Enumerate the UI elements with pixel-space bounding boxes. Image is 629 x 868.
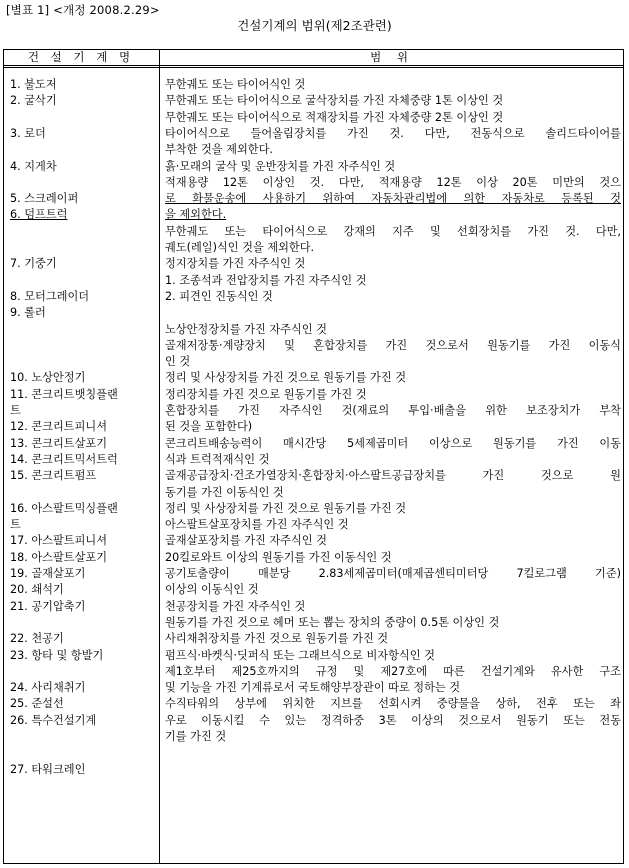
scope-line: 2. 피견인 진동식인 것 [165, 289, 273, 303]
table-note: [별표 1] <개정 2008.2.29> [6, 3, 160, 17]
scope-line: 동기를 가진 이동식인 것 [165, 485, 284, 499]
scope-line: 이상의 이동식인 것 [165, 583, 259, 597]
machine-name-line: 26. 특수건설기계 [10, 713, 97, 727]
scope-line: 공기토출량이 매분당 2.83세제곱미터(매제곱센티미터당 7킬로그램 기준) [165, 567, 621, 580]
scope-line: 20킬로와트 이상의 원동기를 가진 이동식인 것 [165, 550, 392, 564]
scope-line: 타이어식으로 들어올림장치를 가진 것. 다만, 전동식으로 솔리드타이어를 [165, 126, 621, 140]
scope-line: 펌프식·바켓식·딧퍼식 또는 그래브식으로 비자항식인 것 [165, 648, 435, 662]
machine-name-line: 11. 콘크리트뱃칭플랜 [10, 387, 118, 401]
scope-line: 아스팔트살포장치를 가진 자주식인 것 [165, 518, 349, 532]
scope-line: 수직타워의 상부에 위치한 지브를 선회시켜 중량물을 상하, 전후 또는 좌 [165, 697, 621, 711]
scope-line: 기를 가진 것 [165, 730, 227, 743]
machine-name-line: 6. 덤프트럭 [10, 208, 68, 222]
scope-line: 된 것을 포함한다) [165, 420, 253, 434]
machine-name-line: 8. 모터그레이더 [10, 289, 90, 303]
machine-name-line: 2. 굴삭기 [10, 94, 57, 108]
header-rule [3, 65, 624, 66]
machine-name-line: 12. 콘크리트피니셔 [10, 420, 107, 434]
machine-name-line: 27. 타워크레인 [10, 762, 86, 776]
scope-line: 부착한 것을 제외한다. [165, 143, 273, 157]
scope-line: 정리장치를 가진 것으로 원동기를 가진 것 [165, 387, 367, 401]
scope-line: 원동기를 가진 것으로 헤머 또는 뽑는 장치의 중량이 0.5톤 이상인 것 [165, 615, 500, 629]
scope-line: 적재용량 12톤 이상인 것. 다만, 적재용량 12톤 이상 20톤 미만의 것으 [165, 175, 621, 189]
machine-name-line: 25. 준설선 [10, 697, 64, 711]
machine-name-line: 트 [10, 404, 21, 417]
scope-line: 혼합장치를 가진 자주식인 것(재료의 투입·배출을 위한 보조장치가 부착 [165, 404, 621, 417]
machine-name-line: 트 [10, 518, 21, 532]
scope-line: 식과 트럭적재식인 것 [165, 452, 270, 466]
machine-name-line: 24. 사리채취기 [10, 681, 86, 695]
scope-line: 사리채취장치를 가진 것으로 원동기를 가진 것 [165, 632, 389, 646]
machine-name-line: 4. 지게차 [10, 159, 57, 173]
machine-name-line: 15. 콘크리트펌프 [10, 469, 97, 483]
machine-name-line: 13. 콘크리트살포기 [10, 436, 107, 450]
scope-line: 정리 및 사상장치를 가진 것으로 원동기를 가진 것 [165, 501, 407, 515]
scope-line: 무한궤도 또는 타이어식으로 굴삭장치를 가진 자체중량 1톤 이상인 것 [165, 94, 504, 108]
scope-line: 및 기능을 가진 기계류로서 국토해양부장관이 따로 정하는 것 [165, 681, 461, 695]
machine-name-line: 16. 아스팔트믹싱플랜 [10, 501, 118, 515]
scope-line: 무한궤도 또는 타이어식인 것 [165, 78, 306, 91]
scope-line: 천공장치를 가진 자주식인 것 [165, 599, 306, 613]
scope-line: 흙·모래의 굴삭 및 운반장치를 가진 자주식인 것 [165, 159, 396, 173]
machine-name-line: 1. 불도저 [10, 78, 57, 91]
scope-line: 제1호부터 제25호까지의 규정 및 제27호에 따른 건설기계와 유사한 구조 [165, 664, 621, 678]
column-divider [159, 49, 160, 864]
column-header-scope: 범 위 [370, 50, 414, 64]
scope-line: 무한궤도 또는 타이어식으로 강재의 지주 및 선회장치를 가진 것. 다만, [165, 224, 621, 238]
machine-name-line: 5. 스크레이퍼 [10, 192, 79, 206]
scope-line: 골재저장통·계량장치 및 혼합장치를 가진 것으로서 원동기를 가진 이동식 [165, 338, 621, 352]
machine-name-line: 7. 기중기 [10, 257, 57, 271]
machine-name-line: 17. 아스팔트피니셔 [10, 534, 107, 548]
scope-line: 1. 조종석과 전압장치를 가진 자주식인 것 [165, 273, 367, 287]
scope-line: 궤도(레일)식인 것을 제외한다. [165, 241, 315, 254]
machine-name-line: 21. 공기압축기 [10, 599, 86, 613]
machine-name-line: 20. 쇄석기 [10, 583, 64, 597]
scope-line: 우로 이동시킬 수 있는 정격하중 3톤 이상의 것으로서 원동기 또는 전동 [165, 713, 621, 727]
scope-line: 노상안정장치를 가진 자주식인 것 [165, 322, 327, 336]
machine-name-line: 19. 골재살포기 [10, 567, 86, 580]
machine-name-line: 23. 항타 및 항발기 [10, 648, 104, 662]
scope-line: 골재공급장치·건조가열장치·혼합장치·아스팔트공급장치를 가진 것으로 원 [165, 469, 621, 483]
scope-line: 콘크리트배송능력이 매시간당 5세제곱미터 이상으로 원동기를 가진 이동 [165, 436, 621, 450]
scope-line: 정리 및 사상장치를 가진 것으로 원동기를 가진 것 [165, 371, 407, 385]
machine-name-line: 9. 롤러 [10, 306, 46, 320]
scope-line: 골재살포장치를 가진 자주식인 것 [165, 534, 327, 548]
machine-name-line: 22. 천공기 [10, 632, 64, 646]
page-title: 건설기계의 범위(제2조관련) [237, 18, 392, 33]
scope-line: 로 화물운송에 사용하기 위하여 자동차관리법에 의한 자동차로 등록된 것 [165, 192, 621, 206]
machine-name-line: 18. 아스팔트살포기 [10, 550, 107, 564]
machine-name-line: 10. 노상안정기 [10, 371, 86, 385]
scope-line: 을 제외한다. [165, 208, 227, 222]
scope-line: 무한궤도 또는 타이어식으로 적재장치를 가진 자체중량 2톤 이상인 것 [165, 110, 504, 124]
header-rule-double [3, 67, 624, 68]
column-header-name: 건 설 기 계 명 [27, 50, 135, 64]
scope-line: 인 것 [165, 355, 191, 369]
machine-name-line: 14. 콘크리트믹서트럭 [10, 452, 118, 466]
scope-line: 정지장치를 가진 자주식인 것 [165, 257, 306, 271]
machine-name-line: 3. 로더 [10, 126, 46, 140]
